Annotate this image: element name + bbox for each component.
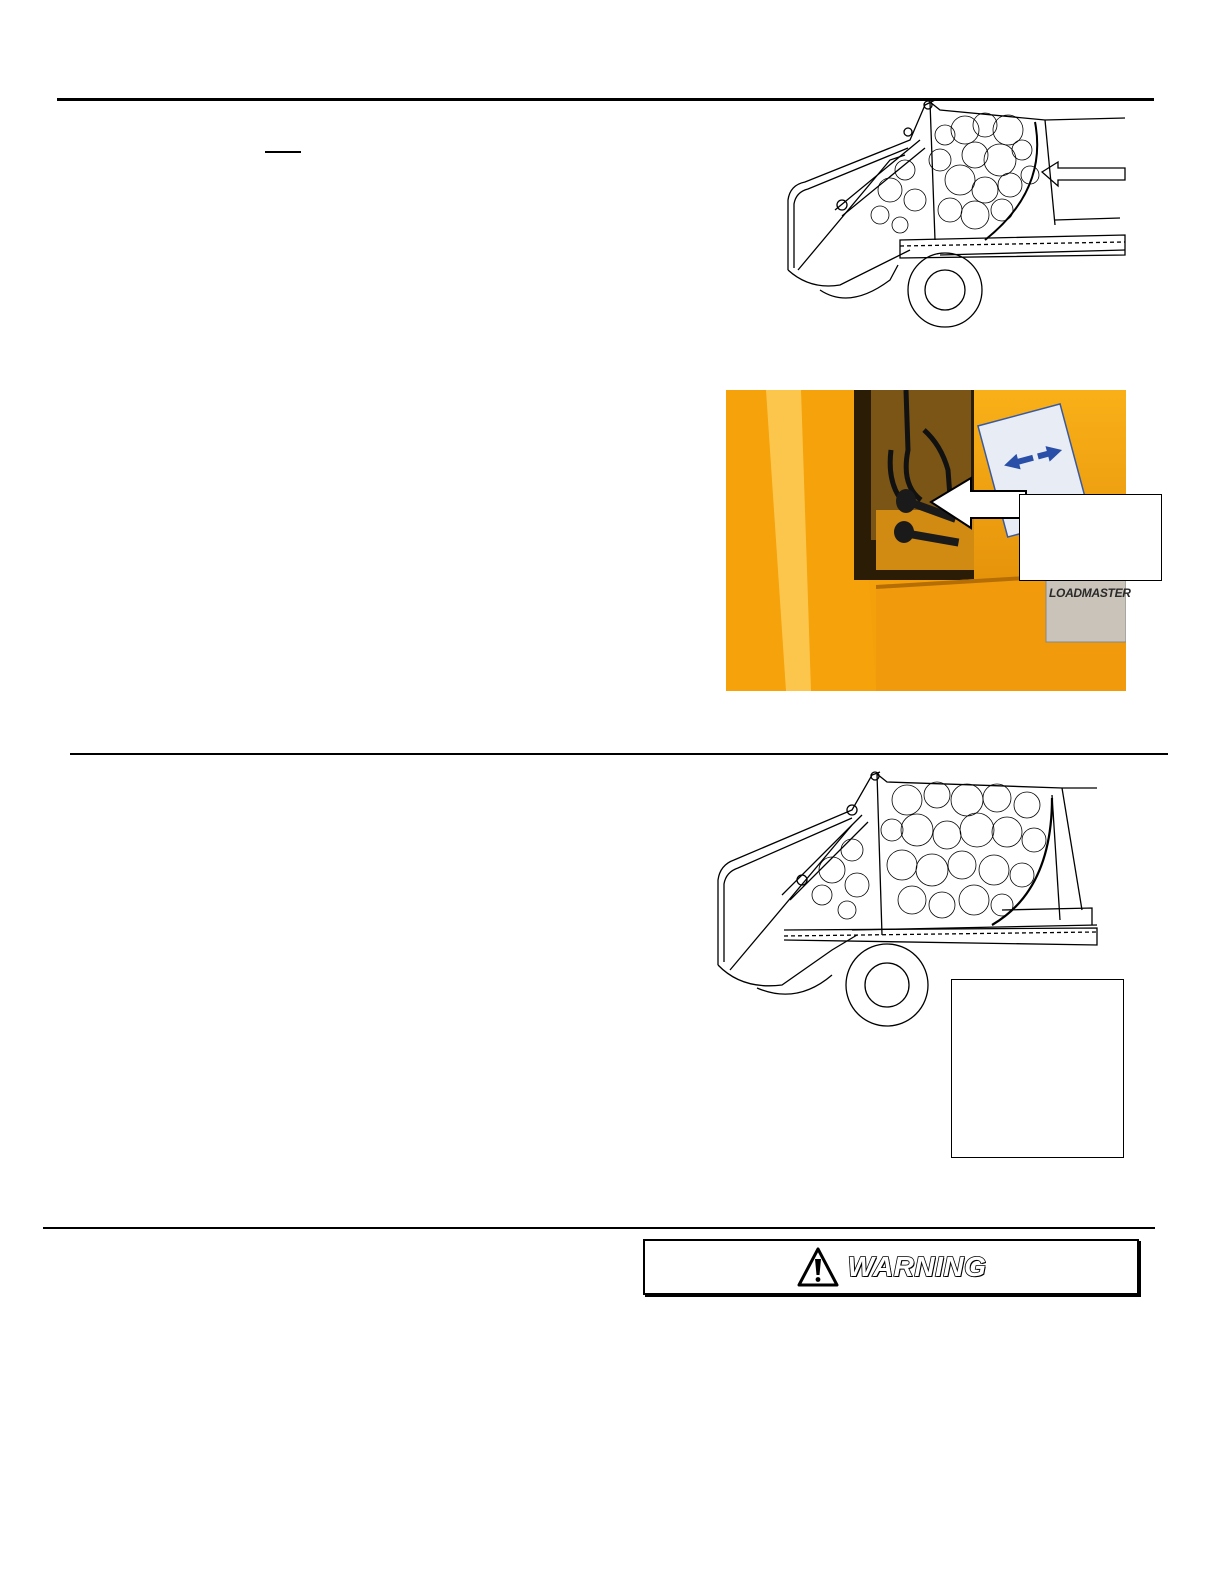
warning-label [643,1239,1139,1295]
warning-text: WARNING [847,1251,987,1282]
diagram-callout-box [951,979,1124,1158]
underline-mark [265,151,301,153]
packer-diagram-top [780,100,1130,330]
section-rule-bottom [43,1227,1155,1229]
photo-callout-box [1019,494,1162,581]
nameplate-brand: LOADMASTER [1049,586,1131,600]
section-rule-middle [70,753,1168,755]
warning-triangle-icon [796,1246,840,1288]
truck-body-drawing [780,100,1130,330]
